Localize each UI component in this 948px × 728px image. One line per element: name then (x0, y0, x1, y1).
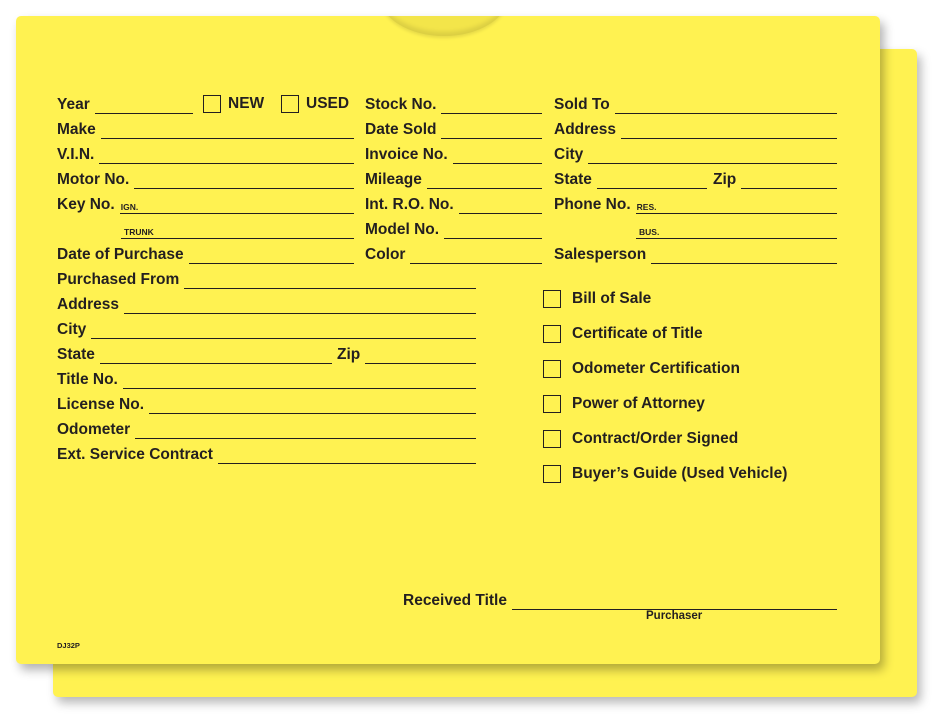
phone-res-field[interactable]: Phone No. RES. (554, 194, 837, 214)
vin-line[interactable] (99, 149, 354, 164)
year-field[interactable]: Year (57, 94, 193, 114)
buyers-guide-label: Buyer’s Guide (Used Vehicle) (572, 465, 788, 482)
invoice-no-field[interactable]: Invoice No. (365, 144, 542, 164)
buyer-zip-line[interactable] (741, 174, 837, 189)
ext-service-contract-field[interactable]: Ext. Service Contract (57, 444, 476, 464)
used-checkbox[interactable] (281, 95, 299, 113)
odometer-field[interactable]: Odometer (57, 419, 476, 439)
motor-no-line[interactable] (134, 174, 354, 189)
used-label: USED (306, 95, 350, 112)
salesperson-line[interactable] (651, 249, 837, 264)
date-of-purchase-line[interactable] (189, 249, 354, 264)
phone-res-line[interactable] (636, 199, 837, 214)
model-no-line[interactable] (444, 224, 542, 239)
seller-address-field[interactable]: Address (57, 294, 476, 314)
license-no-line[interactable] (149, 399, 476, 414)
buyer-state-field[interactable]: State (554, 169, 707, 189)
mileage-field[interactable]: Mileage (365, 169, 542, 189)
received-title-field[interactable]: Received Title (403, 590, 837, 610)
ign-sublabel: IGN. (120, 202, 139, 212)
buyer-zip-field[interactable]: Zip (713, 169, 837, 189)
date-sold-line[interactable] (441, 124, 542, 139)
odometer-line[interactable] (135, 424, 476, 439)
key-no-ign-field[interactable]: Key No. IGN. (57, 194, 354, 214)
color-field[interactable]: Color (365, 244, 542, 264)
sold-to-field[interactable]: Sold To (554, 94, 837, 114)
seller-state-line[interactable] (100, 349, 332, 364)
date-of-purchase-field[interactable]: Date of Purchase (57, 244, 354, 264)
contract-order-signed-checkbox[interactable] (543, 430, 561, 448)
bill-of-sale-checkbox[interactable] (543, 290, 561, 308)
trunk-sublabel: TRUNK (124, 227, 154, 237)
motor-no-field[interactable]: Motor No. (57, 169, 354, 189)
make-field[interactable]: Make (57, 119, 354, 139)
res-sublabel: RES. (636, 202, 657, 212)
contract-order-signed-label: Contract/Order Signed (572, 430, 739, 447)
model-no-field[interactable]: Model No. (365, 219, 542, 239)
buyer-city-line[interactable] (588, 149, 837, 164)
form-code: DJ32P (57, 641, 80, 650)
buyer-city-field[interactable]: City (554, 144, 837, 164)
key-no-trunk-field[interactable] (121, 219, 354, 239)
buyer-state-line[interactable] (597, 174, 707, 189)
title-no-field[interactable]: Title No. (57, 369, 476, 389)
buyer-address-line[interactable] (621, 124, 837, 139)
power-of-attorney-checkbox[interactable] (543, 395, 561, 413)
salesperson-field[interactable]: Salesperson (554, 244, 837, 264)
certificate-of-title-checkbox[interactable] (543, 325, 561, 343)
year-line[interactable] (95, 99, 193, 114)
phone-bus-line[interactable] (636, 224, 837, 239)
buyer-address-field[interactable]: Address (554, 119, 837, 139)
odometer-certification-checkbox[interactable] (543, 360, 561, 378)
stock-no-field[interactable]: Stock No. (365, 94, 542, 114)
license-no-field[interactable]: License No. (57, 394, 476, 414)
phone-bus-field[interactable] (636, 219, 837, 239)
title-no-line[interactable] (123, 374, 476, 389)
certificate-of-title-label: Certificate of Title (572, 325, 703, 342)
seller-city-line[interactable] (91, 324, 476, 339)
new-label: NEW (228, 95, 265, 112)
make-line[interactable] (101, 124, 354, 139)
purchased-from-line[interactable] (184, 274, 476, 289)
invoice-no-line[interactable] (453, 149, 542, 164)
deal-jacket-envelope (16, 16, 880, 664)
seller-state-field[interactable]: State (57, 344, 332, 364)
key-ign-line[interactable] (120, 199, 354, 214)
odometer-certification-label: Odometer Certification (572, 360, 740, 377)
buyers-guide-checkbox[interactable] (543, 465, 561, 483)
new-checkbox[interactable] (203, 95, 221, 113)
purchased-from-field[interactable]: Purchased From (57, 269, 476, 289)
color-line[interactable] (410, 249, 542, 264)
seller-zip-field[interactable]: Zip (337, 344, 476, 364)
stock-no-line[interactable] (441, 99, 542, 114)
thumb-cut-notch (380, 16, 508, 36)
seller-address-line[interactable] (124, 299, 476, 314)
date-sold-field[interactable]: Date Sold (365, 119, 542, 139)
bus-sublabel: BUS. (639, 227, 660, 237)
sold-to-line[interactable] (615, 99, 837, 114)
bill-of-sale-label: Bill of Sale (572, 290, 652, 307)
received-title-line[interactable] (512, 595, 837, 610)
power-of-attorney-label: Power of Attorney (572, 395, 705, 412)
purchaser-caption: Purchaser (646, 610, 703, 622)
seller-zip-line[interactable] (365, 349, 476, 364)
int-ro-no-field[interactable]: Int. R.O. No. (365, 194, 542, 214)
vin-field[interactable]: V.I.N. (57, 144, 354, 164)
int-ro-no-line[interactable] (459, 199, 542, 214)
ext-service-contract-line[interactable] (218, 449, 476, 464)
seller-city-field[interactable]: City (57, 319, 476, 339)
key-trunk-line[interactable] (121, 224, 354, 239)
mileage-line[interactable] (427, 174, 542, 189)
